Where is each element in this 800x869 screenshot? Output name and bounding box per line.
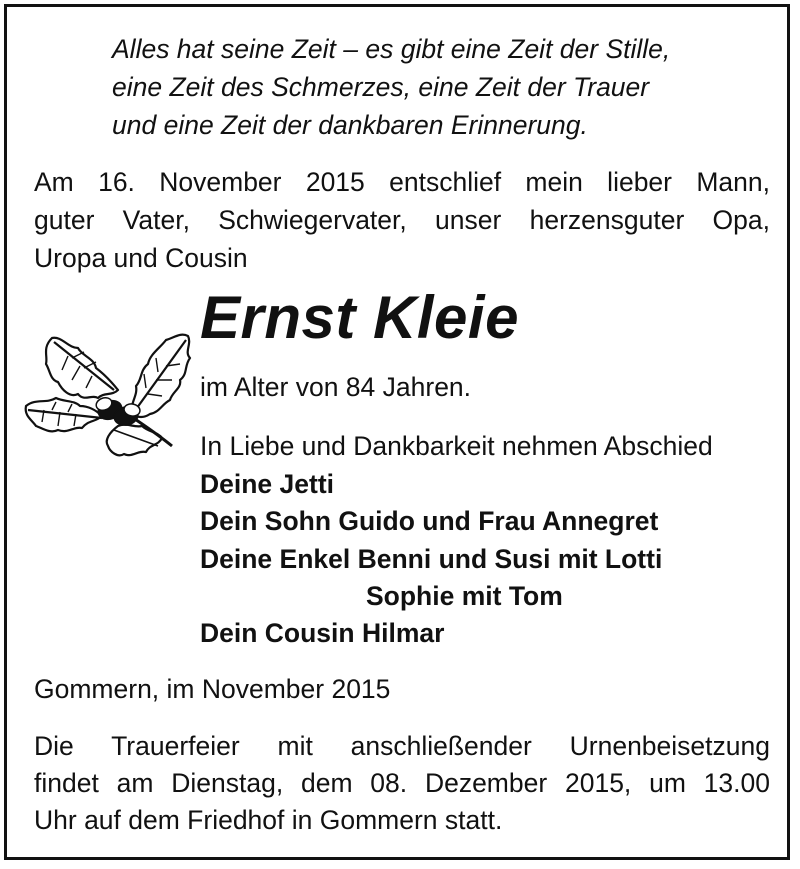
mourner-line-3: Deine Enkel Benni und Susi mit Lotti (200, 544, 663, 574)
mourner-line-4: Sophie mit Tom (366, 581, 563, 611)
mourner-line-2: Dein Sohn Guido und Frau Annegret (200, 506, 659, 536)
mourners-intro: In Liebe und Dankbarkeit nehmen Abschied (200, 431, 713, 461)
motto-line-1: Alles hat seine Zeit – es gibt eine Zeit der Stille, (112, 34, 671, 64)
motto-line-2: eine Zeit des Schmerzes, eine Zeit der Trauer (112, 72, 650, 102)
intro-line-1: Am 16. November 2015 entschlief mein lieber Mann, (34, 167, 770, 197)
funeral-line-2: findet am Dienstag, dem 08. Dezember 2015, um 13.00 (34, 768, 770, 798)
funeral-line-1: Die Trauerfeier mit anschließender Urnenbeisetzung (34, 731, 770, 761)
place-date: Gommern, im November 2015 (34, 674, 391, 704)
motto-line-3: und eine Zeit der dankbaren Erinnerung. (112, 110, 588, 140)
deceased-name: Ernst Kleie (200, 284, 519, 351)
mourner-line-5: Dein Cousin Hilmar (200, 618, 445, 648)
oak-leaves-acorn-icon (22, 318, 200, 466)
funeral-line-3: Uhr auf dem Friedhof in Gommern statt. (34, 805, 503, 835)
mourner-line-1: Deine Jetti (200, 469, 335, 499)
intro-line-2: guter Vater, Schwiegervater, unser herzensguter Opa, (34, 205, 770, 235)
intro-line-3: Uropa und Cousin (34, 243, 248, 273)
age-text: im Alter von 84 Jahren. (200, 372, 472, 402)
